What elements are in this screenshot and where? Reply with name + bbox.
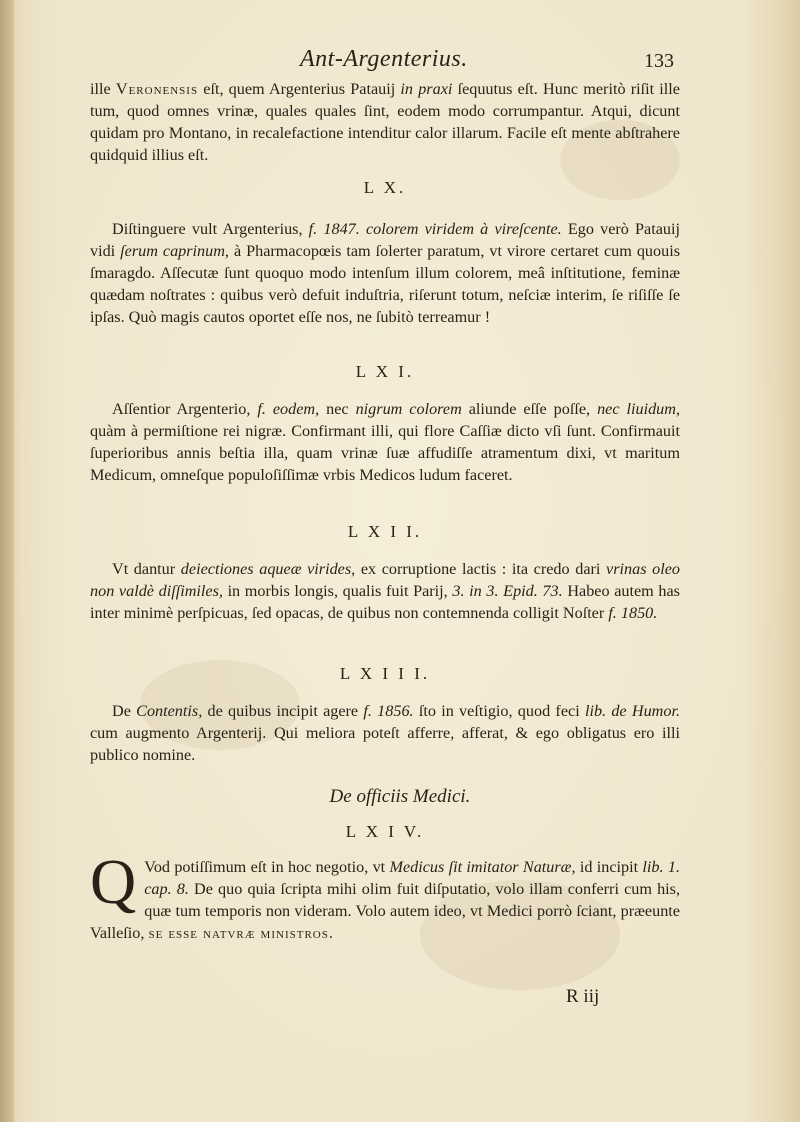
section-heading: L X I. [355, 362, 415, 381]
text-run: Vod potiſſimum eſt in hoc negotio, vt [144, 858, 390, 876]
drop-cap-initial: Q [90, 846, 137, 917]
text-run: Aſſentior Argenterio, [112, 400, 258, 418]
intro-paragraph [90, 78, 680, 166]
text-run: Ego verò Patauij vidi [90, 220, 680, 260]
text-run: quàm à permiſtione rei nigræ. Confirmant illi, qui flore Caſſiæ dicto vſi ſunt. Confirmauit ſuperioribus annis beſtia illa, quam vrinæ ſuæ affudiſſe atramentum dixi, vt maritum Medicum, omneſque populoſiſſimæ vrbis Medicos ludum faceret. [90, 422, 680, 484]
section-lxi [90, 362, 680, 486]
italic-text-run: ſerum caprinum, [120, 242, 229, 260]
section-body [90, 558, 680, 624]
section-heading: L X I V. [345, 822, 425, 841]
section-body [90, 218, 680, 328]
page-header [0, 44, 800, 78]
intro-text-continued: ſequutus eſt. Hunc meritò riſit ille tum, quod omnes vrinæ, quales quales ſint, eodem modo corrumpantur. Atqui, dicunt quidam pro Montano, in recalefactione intenditur calor illarum. Facile eſt mente abſtrahere quidquid illius eſt. [90, 80, 680, 164]
section-body [90, 398, 680, 486]
text-run: Habeo autem has inter minimè perſpicuas, ſed opacas, de quibus non contemnenda colligit Noſter [90, 582, 680, 622]
chapter-subtitle: De officiis Medici. [329, 786, 471, 807]
section-body [90, 700, 680, 766]
text-run: cum augmento Argenterij. Qui meliora poteſt afferre, afferat, & ego obligatus ero illi publico nomine. [90, 724, 680, 764]
intro-lead: ille [90, 80, 116, 98]
italic-text-run: f. 1856. [363, 702, 414, 720]
italic-text-run: vrinas oleo non valdè diſſimiles, [90, 560, 680, 600]
text-run: id incipit [575, 858, 643, 876]
page-spine-edge [0, 0, 14, 1122]
italic-text-run: lib. 1. cap. 8. [144, 858, 681, 898]
text-run: De quo quia ſcripta mihi olim fuit diſputatio, volo illam conferri cum his, quæ tum temporis non videram. Volo autem ideo, vt Medici porrò ſciant, præeunte Valleſio, [90, 880, 681, 942]
text-run: ſto in veſtigio, quod feci [413, 702, 585, 720]
section-heading: L X. [363, 178, 407, 197]
intro-italic: in praxi [400, 80, 453, 98]
section-lxii [90, 522, 680, 624]
text-run: Vt dantur [112, 560, 181, 578]
intro-author-name: Veronensis [115, 80, 199, 98]
section-lxiii [90, 664, 680, 766]
section-lx [90, 178, 680, 328]
text-run: nec [319, 400, 356, 418]
italic-text-run: f. 1847. colorem viridem à vireſcente. [308, 220, 562, 238]
text-run: Diſtinguere vult Argenterius, [112, 220, 309, 238]
running-title: Ant-Argenterius. [300, 46, 468, 72]
italic-text-run: deiectiones aqueæ virides, [180, 560, 356, 578]
text-run: in morbis longis, qualis fuit Parij, [222, 582, 453, 600]
italic-text-run: nigrum colorem [355, 400, 462, 418]
text-run: se esse natvræ ministros. [148, 924, 334, 942]
section-body [90, 846, 681, 944]
intro-text: eſt, quem Argenterius Patauij [198, 80, 401, 98]
section-heading: L X I I. [347, 522, 423, 541]
italic-text-run: f. eodem, [257, 400, 320, 418]
signature-mark: R iij [566, 986, 600, 1007]
italic-text-run: 3. in 3. Epid. 73. [452, 582, 563, 600]
italic-text-run: f. 1850. [608, 604, 658, 622]
text-run: ex corruptione lactis : ita credo dari [355, 560, 607, 578]
text-run: aliunde eſſe poſſe, [461, 400, 598, 418]
text-run: De [112, 702, 137, 720]
page-number: 133 [644, 50, 674, 72]
section-lxiv [90, 822, 680, 944]
italic-text-run: Contentis, [136, 702, 203, 720]
italic-text-run: nec liuidum, [597, 400, 681, 418]
italic-text-run: Medicus ſit imitator Naturæ, [389, 858, 576, 876]
final-paragraph [90, 846, 681, 944]
text-run: à Pharmacopœis tam ſolerter paratum, vt virore certaret cum quouis ſmaragdo. Aſſecutæ ſunt quoquo modo intenſum illum colorem, meâ inſtitutione, feminæ quædam noſtrates : quibus verò defuit induſtria, riſerunt totum, neſciæ interim, ſe riſiſſe ſe ipſas. Quò magis cautos oportet eſſe nos, ne ſubitò terreamur ! [90, 242, 681, 326]
italic-text-run: lib. de Humor. [584, 702, 680, 720]
text-run: de quibus incipit agere [202, 702, 364, 720]
section-heading: L X I I I. [339, 664, 431, 683]
